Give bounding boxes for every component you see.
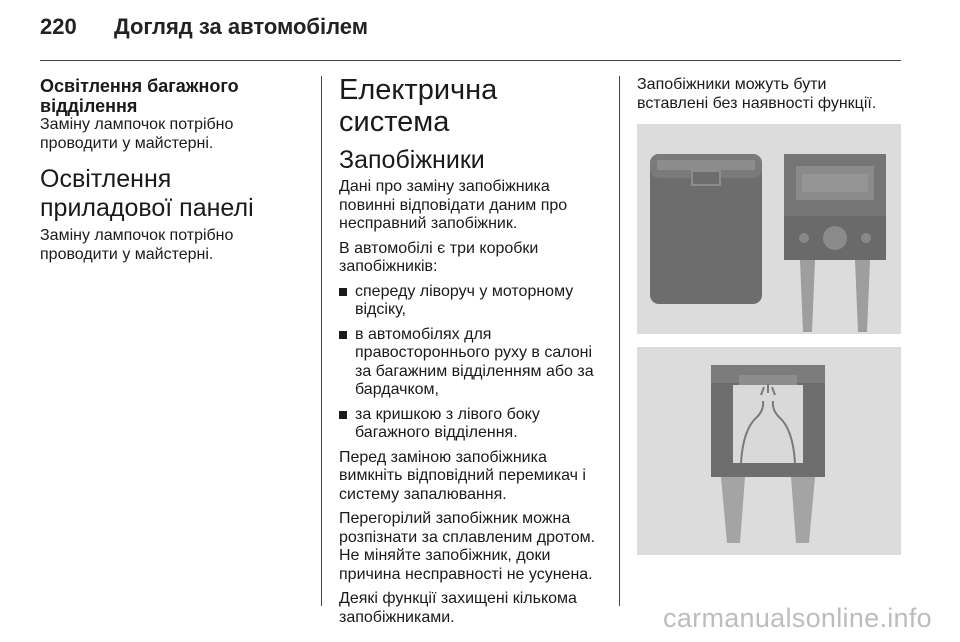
paragraph: В автомобілі є три коробки запобіжників: bbox=[339, 239, 539, 275]
column-divider-2 bbox=[619, 76, 620, 606]
list-item: в автомобілях для правостороннього руху в салоні за багажним відділенням або за бардачком, bbox=[339, 326, 607, 400]
luggage-light-text: Заміну лампочок потрібно проводити у майстерні. bbox=[40, 116, 234, 152]
column-divider-1 bbox=[321, 76, 322, 606]
paragraph: Деякі функції захищені кількома запобіжниками. bbox=[339, 590, 577, 626]
section-title: Електрична система bbox=[339, 74, 498, 138]
left-column bbox=[40, 76, 310, 264]
page-title: Догляд за автомобілем bbox=[114, 14, 369, 39]
blown-fuse-icon bbox=[637, 347, 901, 555]
subsection-title: Запобіжники bbox=[339, 146, 485, 174]
panel-light-text: Заміну лампочок потрібно проводити у майстерні. bbox=[40, 227, 234, 263]
paragraph: Запобіжники можуть бути вставлені без наявності функції. bbox=[637, 76, 877, 112]
fuse-types-icon bbox=[637, 124, 901, 334]
bullet-square-icon bbox=[339, 288, 347, 296]
page-header bbox=[40, 14, 920, 44]
fuse-illustration-top bbox=[637, 124, 901, 334]
page-number: 220 bbox=[40, 14, 77, 39]
paragraph: Перед заміною запобіжника вимкніть відповідний перемикач і систему запалювання. bbox=[339, 448, 586, 503]
paragraph: Перегорілий запобіжник можна розпізнати за сплавленим дротом. Не міняйте запобіжник, доки причина несправності не усунена. bbox=[339, 510, 596, 583]
header-rule bbox=[40, 60, 901, 61]
list-item: за кришкою з лівого боку багажного відділення. bbox=[339, 406, 607, 443]
panel-light-heading: Освітлення приладової панелі bbox=[40, 165, 254, 222]
bullet-square-icon bbox=[339, 331, 347, 339]
luggage-light-heading: Освітлення багажного відділення bbox=[40, 76, 239, 116]
list-item: спереду ліворуч у моторному відсіку, bbox=[339, 283, 607, 320]
right-column bbox=[637, 76, 901, 113]
paragraph: Дані про заміну запобіжника повинні відповідати даним про несправний запобіжник. bbox=[339, 178, 568, 232]
fuse-illustration-bottom bbox=[637, 347, 901, 555]
bullet-square-icon bbox=[339, 411, 347, 419]
middle-column bbox=[339, 74, 607, 627]
watermark: carmanualsonline.info bbox=[663, 603, 932, 633]
